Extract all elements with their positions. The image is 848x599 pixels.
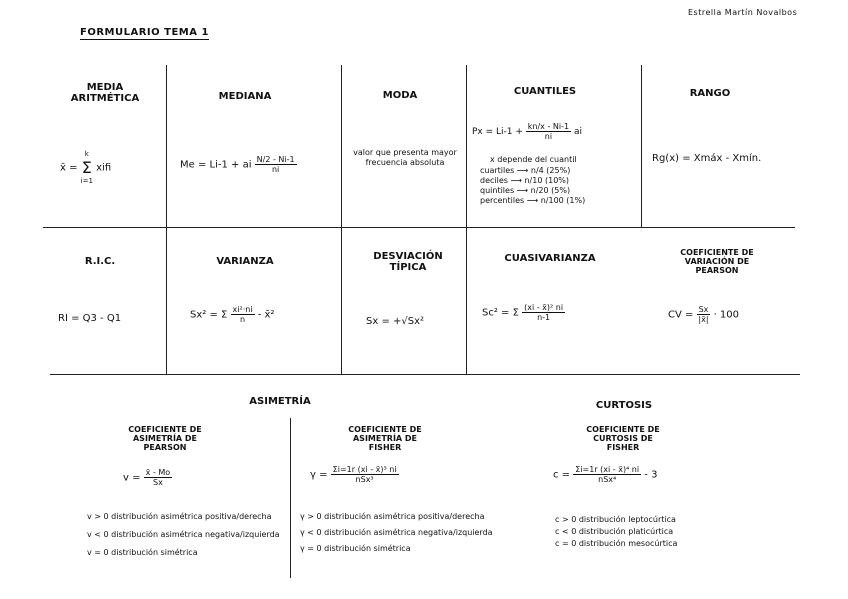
pearson-cv-formula: CV = $\frac{Sx}{|x̄|}$ · 100 bbox=[668, 305, 740, 324]
media-title: MEDIA ARITMÉTICA bbox=[70, 82, 140, 104]
asim-fisher-list bbox=[300, 512, 493, 554]
author-name: Estrella Martín Novalbos bbox=[688, 8, 798, 17]
desviacion-title: DESVIACIÓN TÍPICA bbox=[373, 251, 443, 273]
cuantiles-list bbox=[480, 166, 585, 206]
asim-pearson-title: COEFICIENTE DE ASIMETRÍA DE PEARSON bbox=[128, 425, 202, 452]
pearson-cv-title: COEFICIENTE DE VARIACIÓN DE PEARSON bbox=[680, 248, 754, 275]
ric-title: R.I.C. bbox=[84, 256, 116, 267]
list-item: quintiles ⟶ n/20 (5%) bbox=[480, 186, 571, 195]
media-formula: x̄ = k Σ i=1 xifi bbox=[60, 150, 112, 185]
divider bbox=[341, 65, 342, 374]
mediana-title: MEDIANA bbox=[218, 91, 272, 102]
moda-text: valor que presenta mayor frecuencia absoluta bbox=[353, 148, 457, 167]
asim-fisher-formula: γ = $\frac{\text{Σi=1r (xi - x̄)³ ni}}{\text{nSx³}}$ bbox=[310, 465, 397, 484]
curtosis-fisher-formula: c = $\frac{\text{Σi=1r (xi - x̄)⁴ ni}}{\text{nSx⁴}}$ - 3 bbox=[553, 465, 658, 484]
list-item: v = 0 distribución simétrica bbox=[87, 548, 198, 557]
divider bbox=[466, 65, 467, 374]
asim-pearson-list bbox=[87, 512, 280, 558]
moda-title: MODA bbox=[382, 90, 418, 101]
divider bbox=[641, 65, 642, 227]
curtosis-list bbox=[555, 515, 677, 549]
asimetria-title: ASIMETRÍA bbox=[249, 396, 311, 407]
divider bbox=[290, 418, 291, 578]
curtosis-title: CURTOSIS bbox=[595, 400, 653, 411]
mediana-formula: Me = Li-1 + ai $\frac{N/2 - Ni-1}{ni}$ bbox=[180, 155, 295, 174]
rango-formula: Rg(x) = Xmáx - Xmín. bbox=[652, 153, 762, 164]
list-item: c > 0 distribución leptocúrtica bbox=[555, 515, 676, 524]
list-item: cuartiles ⟶ n/4 (25%) bbox=[480, 166, 571, 175]
varianza-formula: Sx² = Σ $\frac{\text{xi²·ni}}{n}$ - x̄² bbox=[190, 305, 275, 324]
asim-fisher-title: COEFICIENTE DE ASIMETRÍA DE FISHER bbox=[348, 425, 422, 452]
divider bbox=[50, 374, 800, 375]
list-item: deciles ⟶ n/10 (10%) bbox=[480, 176, 569, 185]
list-item: γ < 0 distribución asimétrica negativa/izquierda bbox=[300, 528, 493, 537]
list-item: γ > 0 distribución asimétrica positiva/derecha bbox=[300, 512, 485, 521]
page-title: FORMULARIO TEMA 1 bbox=[80, 27, 209, 38]
list-item: c = 0 distribución mesocúrtica bbox=[555, 539, 678, 548]
cuantiles-note: x depende del cuantil bbox=[490, 155, 577, 164]
cuasivarianza-formula: Sc² = Σ $\frac{\text{(xi - x̄)² ni}}{n-1}$ bbox=[482, 303, 564, 322]
list-item: v < 0 distribución asimétrica negativa/izquierda bbox=[87, 530, 280, 539]
cuasivarianza-title: CUASIVARIANZA bbox=[504, 253, 596, 264]
desviacion-formula: Sx = +√Sx² bbox=[366, 316, 425, 327]
rango-title: RANGO bbox=[689, 88, 731, 99]
varianza-title: VARIANZA bbox=[216, 256, 274, 267]
list-item: c < 0 distribución platicúrtica bbox=[555, 527, 674, 536]
divider bbox=[166, 65, 167, 374]
list-item: γ = 0 distribución simétrica bbox=[300, 544, 411, 553]
cuantiles-formula: Px = Li-1 + $\frac{kn/x - Ni-1}{ni}$ ai bbox=[472, 122, 582, 141]
divider bbox=[43, 227, 795, 228]
list-item: percentiles ⟶ n/100 (1%) bbox=[480, 196, 586, 205]
ric-formula: RI = Q3 - Q1 bbox=[58, 313, 122, 324]
list-item: v > 0 distribución asimétrica positiva/derecha bbox=[87, 512, 272, 521]
asim-pearson-formula: v = $\frac{x̄ - Mo}{Sx}$ bbox=[123, 468, 171, 487]
curtosis-fisher-title: COEFICIENTE DE CURTOSIS DE FISHER bbox=[586, 425, 660, 452]
cuantiles-title: CUANTILES bbox=[513, 86, 577, 97]
